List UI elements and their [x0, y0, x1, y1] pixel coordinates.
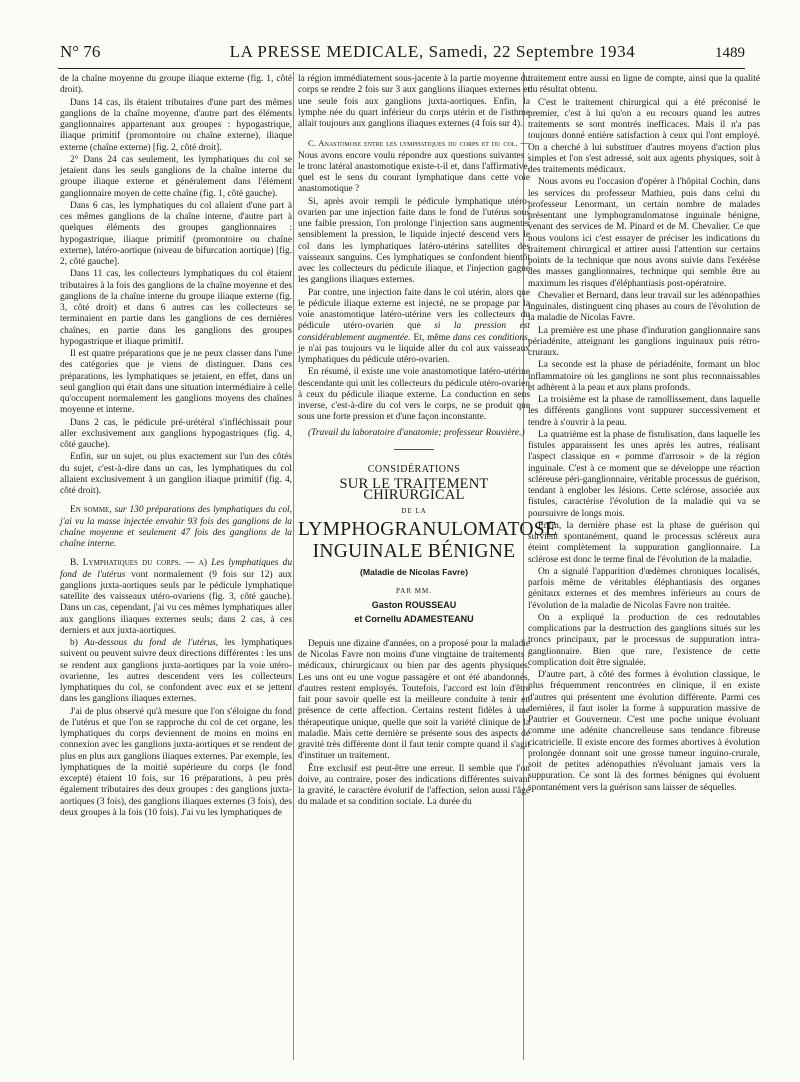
paragraph — [60, 638, 292, 706]
byline-prefix: PAR MM. — [396, 587, 432, 595]
paragraph: En résumé, il existe une voie anastomotique latéro-utérine descendante qui unit les collecteurs du pédicule utéro-ovarien à ceux du pédicule iliaque externe. La conduction en sens inverse, c'est-à-dire du col vers le corps, ne se produit que sous une forte pression et d'une façon inconstante. — [298, 367, 530, 423]
column-left — [60, 74, 292, 819]
article-title-line2: LYMPHOGRANULOMATOSE — [298, 518, 558, 540]
paragraph: la région immédiatement sous-jacente à la partie moyenne du corps se rendre 2 fois sur 3 aux ganglions iliaques externes et une seule fois aux ganglions juxta-aortiques. Enfin, la lymphe née du quart inférieur du corps utérin et de l'isthme allait toujours aux ganglions iliaques externes (4 fois sur 4). — [298, 74, 530, 129]
lab-credit: (Travail du laboratoire d'anatomie; professeur Rouvière.) — [308, 427, 525, 438]
page-header — [60, 42, 745, 68]
paragraph: La quatrième est la phase de fistulisation, dans laquelle les fistules apparaissent les unes après les autres, réalisant l'aspect classique en « pomme d'arrosoir » de la région inguinale. C'est à ce moment que se développe une réaction scléreuse péri-ganglionnaire, véritable processus de guérison, tendant à englober les lésions. Cette sclérose, associée aux fistules, caractérise l'évolution de la maladie qui va se poursuivre de longs mois. — [528, 429, 760, 519]
italic-run: dans ces conditions, — [453, 332, 531, 343]
paragraph: Dans 11 cas, les collecteurs lymphatiques du col étaient tributaires à la fois des ganglions de la chaîne moyenne et des ganglions de la chaîne interne du groupe iliaque externe (fig. 3, côté droit) et dans 6 autres cas les collecteurs se terminaient en partie dans les ganglions de ces dernières chaînes, en partie dans les ganglions des groupes hypogastrique et iliaque primitif. — [60, 269, 292, 347]
paragraph: La seconde est la phase de périadénite, formant un bloc inflammatoire où les ganglions ne sont plus reconnaissables et adhèrent à la peau et aux plans profonds. — [528, 360, 760, 393]
author-2: et Cornellu ADAMESTEANU — [354, 613, 474, 624]
section-heading: B. Lymphatiques du corps. — a) — [70, 558, 207, 569]
journal-title: LA PRESSE MEDICALE, Samedi, 22 Septembre 1934 — [229, 42, 636, 61]
paragraph: La troisième est la phase de ramollissement, dans laquelle les différents ganglions vont suppurer successivement et tendre à s'ouvrir à la peau. — [528, 395, 760, 428]
section-text: — Nous avons encore voulu répondre aux questions suivantes : le tronc latéral anastomotique existe-t-il et, dans l'affirmative, quel est le sens du courant lymphatique dans cette voie anastomotique ? — [298, 139, 531, 195]
column-divider — [293, 72, 294, 1060]
b-text: les lymphatiques suivent ou peuvent suivre deux directions différentes : les uns se rendent aux ganglions juxta-aortiques par la voie utéro-ovarienne, les autres descendent vers les collecteurs lymphatiques du col, se confondent avec eux et se jettent dans les ganglions iliaques externes. — [60, 638, 292, 705]
article-kicker: CONSIDÉRATIONS — [367, 463, 461, 475]
article-subtitle: (Maladie de Nicolas Favre) — [360, 566, 468, 577]
section-c-paragraph — [298, 138, 530, 195]
separator-rule — [394, 449, 434, 450]
paragraph: Dans 14 cas, ils étaient tributaires d'une part des mêmes ganglions de la chaîne moyenne, d'autre part des éléments ganglionnaires appartenant aux groupes : hypogastrique, iliaque primitif (promontoire ou chaîne externe), iliaque externe (chaîne externe) [fig. 2, côté droit]. — [60, 97, 292, 153]
b-lead: b) — [70, 638, 78, 648]
paragraph: On a signalé l'apparition d'œdèmes chroniques localisés, parfois même de véritables éléphantiasis des organes génitaux externes et des membres inférieurs au cours de l'évolution de la maladie de Nicolas Favre non traitée. — [528, 566, 760, 611]
paragraph: Si, après avoir rempli le pédicule lymphatique utéro-ovarien par une injection faite dans le fond de l'utérus sous une faible pression, l'on prolonge l'injection sans augmenter sensiblement la pression, le liquide injecté descend vers le col dans les lymphatiques latéro-utérins satellites des vaisseaux sanguins. Ces lymphatiques se confondent bientôt avec les collecteurs du pédicule iliaque, et l'injection gagne les ganglions iliaques externes. — [298, 196, 530, 286]
section-heading: C. Anastomose entre les lymphatiques du corps et du col. — [308, 138, 518, 149]
paragraph: Enfin, la dernière phase est la phase de guérison qui survient spontanément, quand le processus scléreux aura éteint complètement la suppuration ganglionnaire. La sclérose est donc le terme final de l'évolution de la maladie. — [528, 520, 760, 565]
text-run: Et, même — [413, 332, 451, 343]
issue-number: N° 76 — [60, 42, 101, 61]
paragraph: 2° Dans 24 cas seulement, les lymphatiques du col se jetaient dans les seuls ganglions de la chaîne interne du groupe iliaque externe et généralement dans l'élément ganglionnaire moyen de cette chaîne (fig. 1, côté gauche). — [60, 154, 292, 199]
paragraph: traitement entre aussi en ligne de compte, ainsi que la qualité du résultat obtenu. — [528, 74, 760, 96]
paragraph: Depuis une dizaine d'années, on a proposé pour la maladie de Nicolas Favre non moins d'une vingtaine de traitements : médicaux, chirurgicaux ou bien par des agents physiques. Les uns ont eu une vogue passagère et ont été abandonnés, d'autres restent employés. Toutefois, l'accord est loin d'être fait pour savoir quelle est la meilleure conduite à tenir en présence de cette affection. Certains restent fidèles à une thérapeutique unique, quelle que soit la variété clinique de la maladie. Mais cette dernière se présente sous des aspects de gravité très différente dont il faut tenir compte quand il s'agit d'instituer un traitement. — [298, 638, 530, 762]
article-title-block — [298, 449, 558, 639]
column-right — [528, 74, 760, 794]
author-1: Gaston ROUSSEAU — [371, 600, 457, 611]
paragraph: On a expliqué la production de ces redoutables complications par la destruction des ganglions situés sur les troncs principaux, par le processus de suppuration intra-ganglionnaire. Bien que rare, l'existence de cette complication doit être signalée. — [528, 612, 760, 668]
paragraph — [298, 288, 530, 367]
paragraph: de la chaîne moyenne du groupe iliaque externe (fig. 1, côté droit). — [60, 74, 292, 96]
column-middle — [298, 74, 558, 809]
b-italic: Au-dessous du fond de l'utérus, — [84, 638, 219, 648]
paragraph: La première est une phase d'induration ganglionnaire sans périadénite, atteignant les ganglions inguinaux puis rétro-cruraux. — [528, 325, 760, 358]
paragraph: J'ai de plus observé qu'à mesure que l'on s'éloigne du fond de l'utérus et que l'on se rapproche du col de cet organe, les lymphatiques du corps deviennent de moins en moins en connexion avec les ganglions juxta-aortiques et se rendent de plus en plus aux ganglions iliaques externes. Par exemple, les lymphatiques de la moitié supérieure du corps (le fond excepté) étaient 10 fois, sur 16 préparations, à peu près également tributaires des deux groupes : des ganglions juxta-aortiques (3 fois), des ganglions iliaques externes (3 fois), des deux groupes à la fois (10 fois). J'ai vu les lymphatiques de — [60, 706, 292, 818]
paragraph: Être exclusif est peut-être une erreur. Il semble que l'on doive, au contraire, poser des indications différentes suivant la gravité, le caractère évolutif de l'affection, selon aussi l'âge du malade et sa condition sociale. La durée du — [298, 763, 530, 808]
paragraph: Il est quatre préparations que je ne peux classer dans l'une des catégories que je viens de distinguer. Dans ces préparations, les lymphatiques se jetaient, en effet, dans un seul ganglion qui était dans une situation intermédiaire à celle qu'occupent normalement les ganglions moyens des chaînes moyenne et interne. — [60, 349, 292, 416]
article-title-line1: SUR LE TRAITEMENT CHIRURGICAL — [339, 476, 489, 504]
section-text: vont normalement (9 fois sur 12) aux ganglions juxta-aortiques seuls par le pédicule lymphatique satellite des vaisseaux utéro-ovariens (fig. 3, côté gauche). Dans un cas, cependant, j'ai vu ces mêmes lymphatiques aller aux ganglions iliaques externes seuls; dans 2 cas, à ces derniers et aux juxta-aortiques. — [60, 569, 292, 636]
article-title-line3: INGUINALE BÉNIGNE — [312, 540, 516, 562]
paragraph: Dans 2 cas, le pédicule pré-urétéral s'infléchissait pour aller exclusivement aux ganglions hypogastriques (fig. 4, côté gauche). — [60, 417, 292, 450]
text-run: je n'ai pas toujours vu le liquide aller du col aux vaisseaux lymphatiques du pédicule utéro-ovarien. — [298, 343, 530, 365]
summary-text: sur 130 préparations des lymphatiques du col, j'ai vu la masse injectée envahir 93 fois des ganglions de la chaîne moyenne et seulement 47 fois des ganglions de la chaîne interne. — [60, 505, 293, 549]
section-b-paragraph — [60, 558, 292, 637]
paragraph: D'autre part, à côté des formes à évolution classique, le plus fréquemment rencontrées en clinique, il en existe d'autres qui présentent une évolution différente. Parmi ces dernières, il faut isoler la forme à suppuration massive de Pautrier et Gouverneur. C'est une poche unique évoluant comme une adénite chancrelleuse sans tendance fibreuse cicatricielle. Il existe encore des formes abortives à évolution prolongée donnant soit une grosse tumeur inguino-crurale, soit de petites adénopathies n'évoluant jamais vers la suppuration. Ce sont là des formes bénignes qui évoluent spontanément vers la guérison sans laisser de séquelles. — [528, 670, 760, 793]
paragraph: C'est le traitement chirurgical qui a été préconisé le premier, c'est à lui qu'on a eu recours quand les autres traitements se sont montrés inefficaces. Mais il n'a pas toujours donné entière satisfaction à ceux qui l'ont employé. On a cherché à lui substituer d'autres moyens d'action plus simples et l'on s'est adressé, soit aux agents physiques, soit à des traitements médicaux. — [528, 97, 760, 175]
page-number: 1489 — [715, 45, 745, 61]
paragraph: Enfin, sur un sujet, ou plus exactement sur l'un des côtés du sujet, c'est-à-dire dans un cas, les lymphatiques du col allaient exclusivement à un ganglion iliaque primitif (fig. 4, côté droit). — [60, 452, 292, 496]
summary-lead: En somme, — [70, 505, 112, 516]
section-italic: Les lymphatiques du fond de l'utérus — [60, 558, 293, 580]
summary-paragraph — [60, 505, 292, 550]
paragraph: Nous avons eu l'occasion d'opérer à l'hôpital Cochin, dans les services du professeur Mathieu, puis dans celui du professeur Lenormant, un certain nombre de malades présentant une lymphogranulomatose inguinale bénigne, venant des services de M. Pinard et de M. Chevalier. Ce que nous voulons ici c'est essayer de préciser les indications du traitement chirurgical et attirer aussi l'attention sur certains points de la technique que nous avons suivie dans l'exérèse des masses ganglionnaires, technique qui semble être au maximum les risques d'éléphantiasis post-opératoire. — [528, 177, 760, 289]
paragraph: Chevalier et Bernard, dans leur travail sur les adénopathies inguinales, distinguent cinq phases au cours de l'évolution de la maladie de Nicolas Favre. — [528, 290, 760, 324]
paragraph: Dans 6 cas, les lymphatiques du col allaient d'une part à ces mêmes ganglions de la chaîne interne, d'autre part à quelques éléments des groupes ganglionnaires : hypogastrique, iliaque primitif (promontoire ou chaîne externe), latéro-aortique (niveau de bifurcation aortique) [fig. 2, côté gauche]. — [60, 200, 292, 267]
header-rule — [58, 68, 745, 69]
article-title-connector: DE LA — [401, 506, 427, 515]
text-run: Par contre, une injection faite dans le col utérin, alors que le pédicule iliaque externe est injecté, ne se propage par la voie anastomotique latéro-utérine vers les collecteurs du pédicule utéro-ovarien que — [298, 287, 530, 332]
italic-run: si la pression est considérablement augmentée. — [298, 321, 530, 343]
